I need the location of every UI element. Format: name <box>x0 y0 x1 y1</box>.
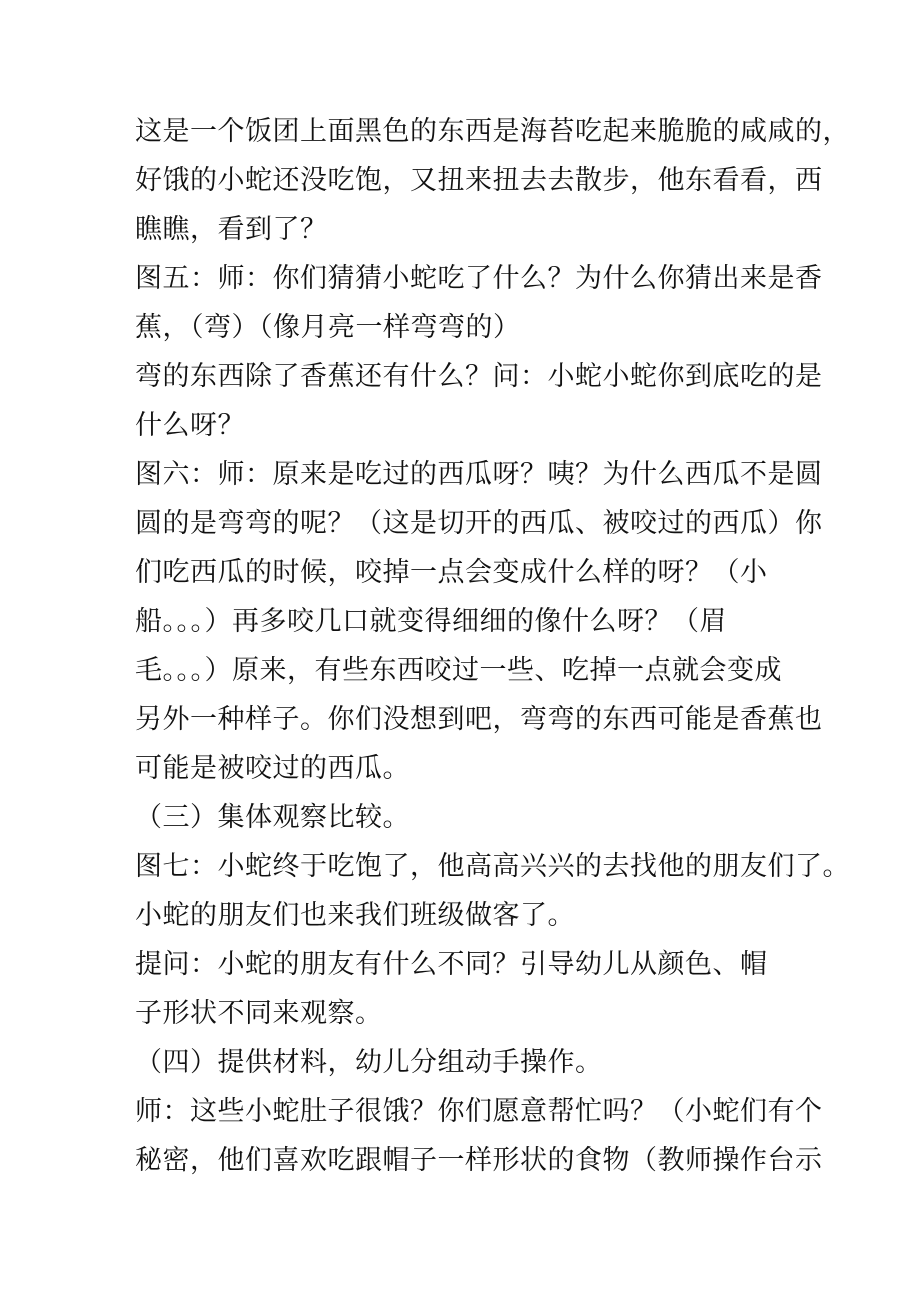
text-line: 师：这些小蛇肚子很饿？你们愿意帮忙吗？（小蛇们有个 <box>135 1096 823 1127</box>
text-line: 毛。。。）原来，有些东西咬过一些、吃掉一点就会变成 <box>135 655 782 686</box>
text-line: 图六：师：原来是吃过的西瓜呀？咦？为什么西瓜不是圆 <box>135 459 823 490</box>
text-line: 秘密，他们喜欢吃跟帽子一样形状的食物（教师操作台示 <box>135 1145 823 1176</box>
text-line: 们吃西瓜的时候，咬掉一点会变成什么样的呀？（小 <box>135 557 768 588</box>
text-line: 船。。。）再多咬几口就变得细细的像什么呀？（眉 <box>135 606 727 637</box>
text-line: 可能是被咬过的西瓜。 <box>135 753 410 784</box>
section-heading: （四）提供材料，幼儿分组动手操作。 <box>135 1047 603 1078</box>
text-line: 另外一种样子。你们没想到吧，弯弯的东西可能是香蕉也 <box>135 704 823 735</box>
text-line: 提问：小蛇的朋友有什么不同？引导幼儿从颜色、帽 <box>135 949 768 980</box>
text-line: 小蛇的朋友们也来我们班级做客了。 <box>135 900 575 931</box>
text-line: 子形状不同来观察。 <box>135 998 383 1029</box>
text-line: 瞧瞧，看到了？ <box>135 214 328 245</box>
document-body <box>135 107 850 1185</box>
text-line: 这是一个饭团上面黑色的东西是海苔吃起来脆脆的咸咸的， <box>135 116 850 147</box>
text-line: 弯的东西除了香蕉还有什么？问：小蛇小蛇你到底吃的是 <box>135 361 823 392</box>
text-line: 圆的是弯弯的呢？（这是切开的西瓜、被咬过的西瓜）你 <box>135 508 823 539</box>
text-line: 图五：师：你们猜猜小蛇吃了什么？为什么你猜出来是香 <box>135 263 823 294</box>
section-heading: （三）集体观察比较。 <box>135 802 410 833</box>
text-line: 蕉，（弯）（像月亮一样弯弯的） <box>135 312 521 343</box>
text-line: 什么呀？ <box>135 410 245 441</box>
text-line: 图七：小蛇终于吃饱了，他高高兴兴的去找他的朋友们了。 <box>135 851 850 882</box>
text-line: 好饿的小蛇还没吃饱，又扭来扭去去散步，他东看看，西 <box>135 165 823 196</box>
